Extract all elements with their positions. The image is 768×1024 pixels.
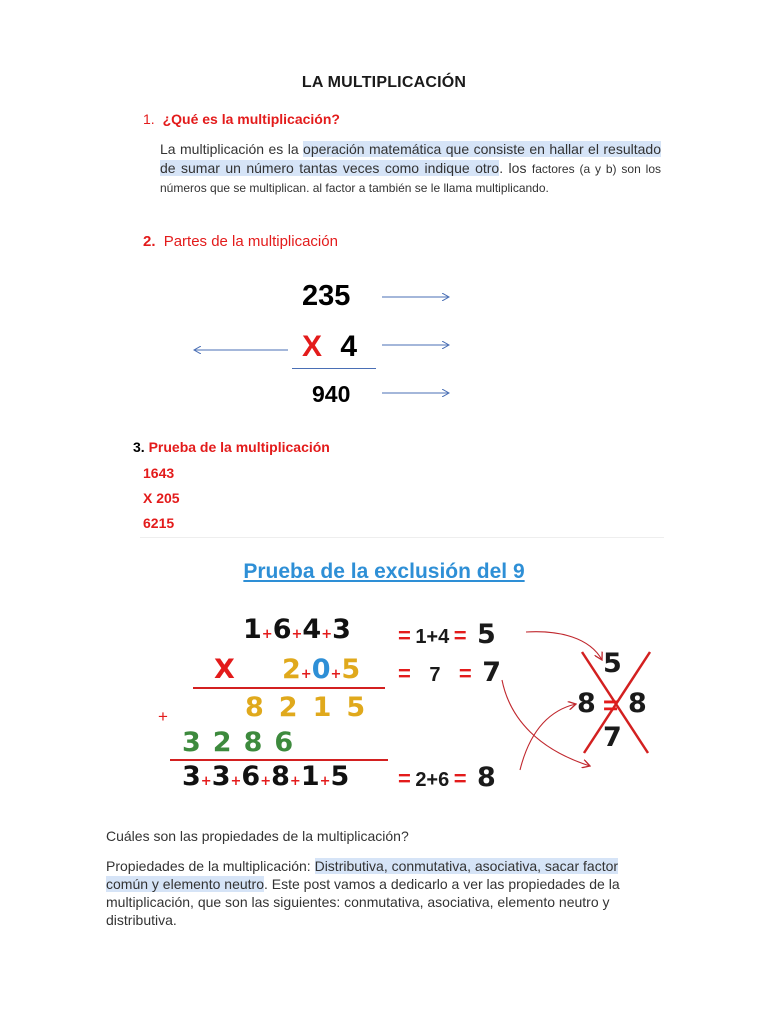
section1-number: 1. — [143, 111, 155, 127]
row3-digit: 1 — [312, 692, 347, 723]
section1-title: ¿Qué es la multiplicación? — [162, 111, 340, 127]
row2-digit: 0 — [311, 654, 331, 685]
row4-digit: 8 — [243, 727, 275, 758]
cross-top: 5 — [603, 648, 622, 679]
row3-digit: 8 — [245, 692, 279, 723]
eq-row1: = 1+4 = 5 — [398, 619, 496, 650]
cross-right: 8 — [628, 688, 647, 719]
row5-digit: 8 — [271, 761, 290, 792]
eq-row5: = 2+6 = 8 — [398, 762, 496, 793]
row2: 2+0+5 — [282, 654, 361, 685]
section3-heading — [133, 439, 330, 455]
figure-top-border — [140, 537, 664, 538]
props-highlight: Distributiva, conmutativa, asociativa, sacar factor común y elemento neutro — [106, 858, 619, 892]
row3 — [245, 692, 380, 723]
curve-arrow-top — [526, 632, 602, 660]
row5-digit: 3 — [182, 761, 201, 792]
row4-digit: 3 — [182, 727, 213, 758]
props-rest: . Este post vamos a dedicarlo a ver las propiedades de la multiplicación, que son las siguientes: conmutativa, asociativa, elemento neutro y distributiva. — [106, 876, 620, 928]
figure-line-1 — [193, 687, 385, 689]
row4 — [182, 727, 305, 758]
cross-bottom: 7 — [603, 722, 622, 753]
r1-result: 5 — [477, 619, 496, 650]
row1: 1+6+4+3 — [243, 614, 351, 645]
row1-digit: 4 — [302, 614, 322, 645]
section3-number: 3. — [133, 439, 145, 455]
r1-sum: 1+4 — [415, 626, 450, 648]
section2-number: 2. — [143, 233, 156, 250]
proof-line-2: X 205 — [143, 490, 180, 506]
properties-question: Cuáles son las propiedades de la multiplicación? — [106, 828, 409, 844]
row2-digit: 2 — [282, 654, 301, 685]
row2-sign: X — [214, 654, 235, 685]
props-intro: Propiedades de la multiplicación: — [106, 858, 315, 874]
row1-digit: 1 — [243, 614, 262, 645]
row1-digit: 3 — [332, 614, 351, 645]
row5: 3+3+6+8+1+5 — [182, 761, 350, 792]
times-sign: X — [302, 330, 323, 363]
multiplier: 4 — [340, 330, 358, 363]
figure-title: Prueba de la exclusión del 9 — [243, 560, 525, 583]
row1-digit: 6 — [272, 614, 292, 645]
p1-highlight: operación matemática que consiste en hallar el resultado de sumar un número tantas veces como indique otro — [160, 141, 661, 176]
row2-digit: 5 — [341, 654, 361, 685]
product: 940 — [312, 381, 351, 407]
p1-small: factores (a y b) son los números que se multiplican. al factor a también se le llama multiplicando. — [160, 162, 661, 195]
section2-title: Partes de la multiplicación — [163, 233, 338, 250]
r2-result: 7 — [482, 657, 501, 688]
p1-intro: La multiplicación es la — [160, 141, 304, 157]
row5-digit: 1 — [300, 761, 320, 792]
row3-digit: 5 — [346, 692, 381, 723]
figure-plus: + — [158, 707, 168, 726]
row5-digit: 5 — [330, 761, 350, 792]
proof-line-3: 6215 — [143, 515, 175, 531]
row5-digit: 3 — [211, 761, 231, 792]
multiplicand: 235 — [302, 280, 351, 312]
row3-digit: 2 — [278, 692, 313, 723]
arrows — [0, 0, 768, 420]
r5-sum: 2+6 — [415, 769, 450, 791]
r5-result: 8 — [477, 762, 496, 793]
r2-sum: 7 — [429, 664, 441, 686]
proof-line-1: 1643 — [143, 465, 175, 481]
cross-equal: = — [603, 690, 619, 720]
eq-row2: = 7 = 7 — [398, 657, 501, 688]
cross-left: 8 — [577, 688, 596, 719]
row5-digit: 6 — [241, 761, 261, 792]
curve-arrow-bottom — [520, 704, 576, 770]
row4-digit: 6 — [274, 727, 306, 758]
section3-title: Prueba de la multiplicación — [148, 439, 330, 455]
p1-after: . los — [499, 160, 527, 176]
page-title: LA MULTIPLICACIÓN — [301, 74, 467, 91]
row4-digit: 2 — [212, 727, 244, 758]
properties-paragraph — [106, 857, 662, 929]
